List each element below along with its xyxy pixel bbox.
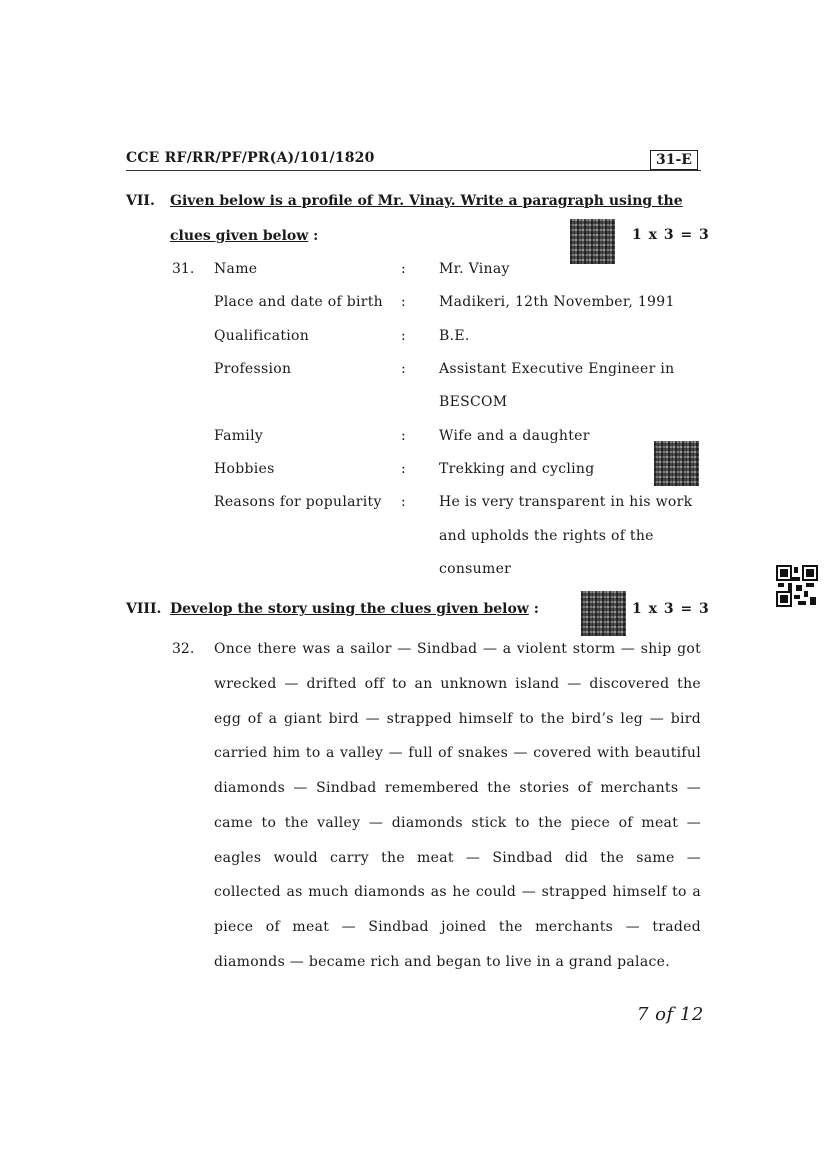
profile-value-profession-cont: BESCOM (439, 394, 508, 410)
question-number-32: 32. (172, 641, 195, 657)
story-line: wrecked — drifted off to an unknown island — discovered the (214, 676, 701, 692)
header-rule (126, 170, 701, 171)
page-number: 7 of 12 (637, 1004, 704, 1025)
section-number-viii: VIII. (126, 601, 162, 617)
section-viii-title-colon: : (533, 601, 539, 617)
document-code: CCE RF/RR/PF/PR(A)/101/1820 (126, 150, 375, 166)
profile-sep: : (401, 328, 407, 344)
profile-value-profession: Assistant Executive Engineer in (439, 361, 675, 377)
story-line: egg of a giant bird — strapped himself to the bird’s leg — bird (214, 711, 701, 727)
story-line: piece of meat — Sindbad joined the merchants — traded (214, 919, 701, 935)
section-vii-title-line2 (170, 228, 318, 244)
story-line: diamonds — Sindbad remembered the stories of merchants — (214, 780, 701, 796)
profile-value-qualification: B.E. (439, 328, 470, 344)
profile-label-name: Name (214, 261, 258, 277)
question-number-31: 31. (172, 261, 195, 277)
story-line: Once there was a sailor — Sindbad — a violent storm — ship got (214, 641, 701, 657)
profile-sep: : (401, 261, 407, 277)
qr-code-image (581, 591, 626, 636)
profile-sep: : (401, 361, 407, 377)
profile-label-birth: Place and date of birth (214, 294, 384, 310)
story-clues (214, 641, 701, 981)
section-viii-marks: 1 x 3 = 3 (632, 601, 710, 617)
profile-value-popularity: He is very transparent in his work (439, 494, 693, 510)
qr-code-image (654, 441, 699, 486)
section-vii-title-text2: clues given below (170, 228, 309, 244)
paper-code-box: 31-E (650, 150, 698, 170)
profile-value-family: Wife and a daughter (439, 428, 590, 444)
story-line: eagles would carry the meat — Sindbad did the same — (214, 850, 701, 866)
story-line: carried him to a valley — full of snakes — covered with beautiful (214, 745, 701, 761)
section-vii-title-line1 (170, 193, 701, 209)
profile-label-hobbies: Hobbies (214, 461, 275, 477)
profile-value-popularity-cont: and upholds the rights of the (439, 528, 654, 544)
profile-value-birth: Madikeri, 12th November, 1991 (439, 294, 675, 310)
profile-label-popularity: Reasons for popularity (214, 494, 382, 510)
profile-value-hobbies: Trekking and cycling (439, 461, 595, 477)
story-line: diamonds — became rich and began to live in a grand palace. (214, 954, 670, 970)
profile-sep: : (401, 461, 407, 477)
section-vii-title-text: Given below is a profile of Mr. Vinay. Write a paragraph using the (170, 193, 683, 209)
section-viii-title (170, 601, 539, 617)
section-viii-title-text: Develop the story using the clues given below (170, 601, 529, 617)
profile-label-qualification: Qualification (214, 328, 310, 344)
section-vii-marks: 1 x 3 = 3 (632, 227, 710, 243)
profile-sep: : (401, 294, 407, 310)
profile-sep: : (401, 494, 407, 510)
profile-label-family: Family (214, 428, 264, 444)
profile-value-popularity-cont2: consumer (439, 561, 512, 577)
profile-sep: : (401, 428, 407, 444)
profile-label-profession: Profession (214, 361, 292, 377)
story-line: came to the valley — diamonds stick to the piece of meat — (214, 815, 701, 831)
section-vii-title-colon: : (313, 228, 319, 244)
profile-value-name: Mr. Vinay (439, 261, 510, 277)
qr-code-image (570, 219, 615, 264)
story-line: collected as much diamonds as he could — strapped himself to a (214, 884, 701, 900)
qr-code-side-image (776, 565, 816, 605)
section-number-vii: VII. (126, 193, 155, 209)
